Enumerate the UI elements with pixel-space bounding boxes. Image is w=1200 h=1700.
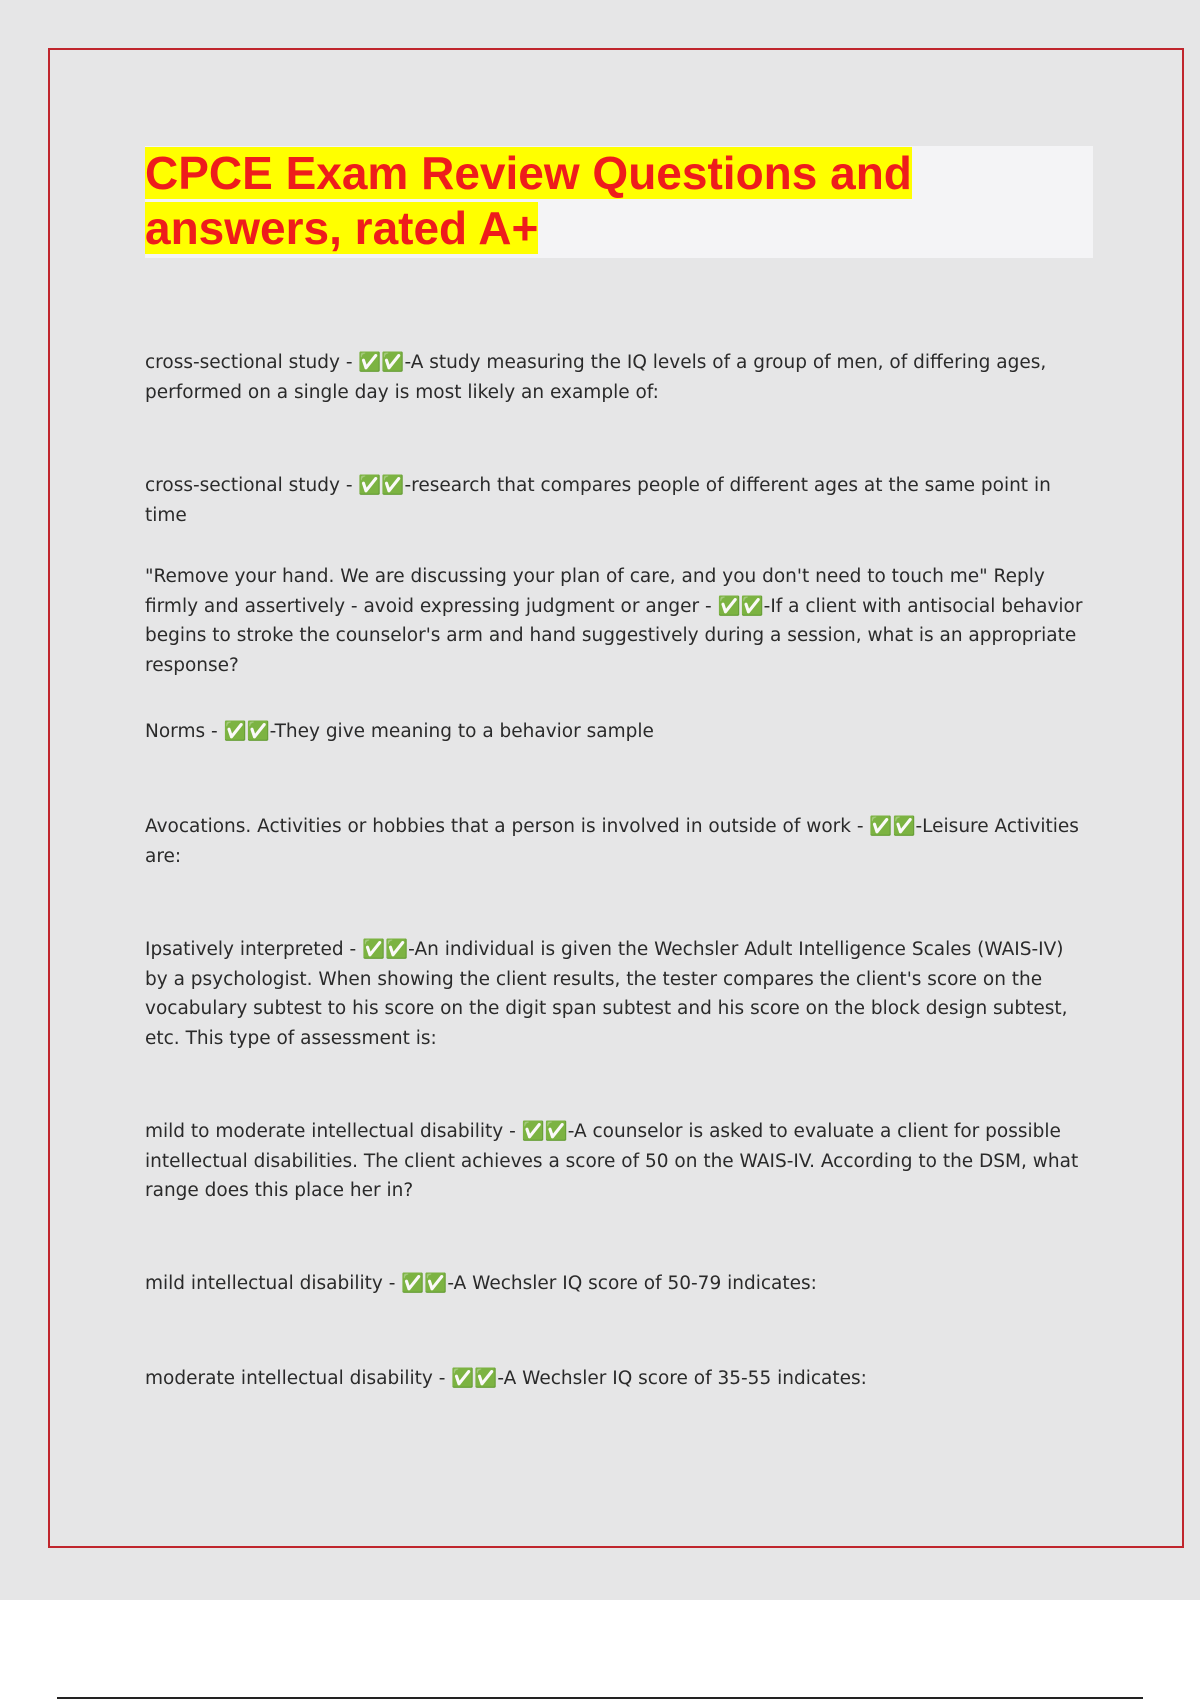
qa-item: "Remove your hand. We are discussing your plan of care, and you don't need to touch me" Reply firmly and assertively - avoid expressing judgment or anger - ✅✅-If a client with antisocial behavior begins to stroke the counselor's arm and hand suggestively during a session, what is an appropriate response? xyxy=(145,566,1083,676)
title-block xyxy=(145,146,1093,258)
qa-item: mild intellectual disability - ✅✅-A Wechsler IQ score of 50-79 indicates: xyxy=(145,1273,817,1294)
document-title xyxy=(145,146,1005,256)
qa-item: Norms - ✅✅-They give meaning to a behavior sample xyxy=(145,721,654,742)
qa-item: mild to moderate intellectual disability - ✅✅-A counselor is asked to evaluate a client for possible intellectual disabilities. The client achieves a score of 50 on the WAIS-IV. According to the DSM, what range does this place her in? xyxy=(145,1121,1079,1201)
document-title-text: CPCE Exam Review Questions and answers, rated A+ xyxy=(145,147,912,254)
qa-item: cross-sectional study - ✅✅-research that compares people of different ages at the same point in time xyxy=(145,475,1051,526)
qa-item: Ipsatively interpreted - ✅✅-An individual is given the Wechsler Adult Intelligence Scales (WAIS-IV) by a psychologist. When showing the client results, the tester compares the client's score on the vocabulary subtest to his score on the digit span subtest and his score on the block design subtest, etc. This type of assessment is: xyxy=(145,939,1068,1049)
bottom-divider xyxy=(57,1697,1143,1699)
qa-item: cross-sectional study - ✅✅-A study measuring the IQ levels of a group of men, of differing ages, performed on a single day is most likely an example of: xyxy=(145,352,1047,403)
qa-item: Avocations. Activities or hobbies that a person is involved in outside of work - ✅✅-Leisure Activities are: xyxy=(145,816,1079,867)
qa-item: moderate intellectual disability - ✅✅-A Wechsler IQ score of 35-55 indicates: xyxy=(145,1368,867,1389)
page-border-frame xyxy=(48,48,1184,1548)
